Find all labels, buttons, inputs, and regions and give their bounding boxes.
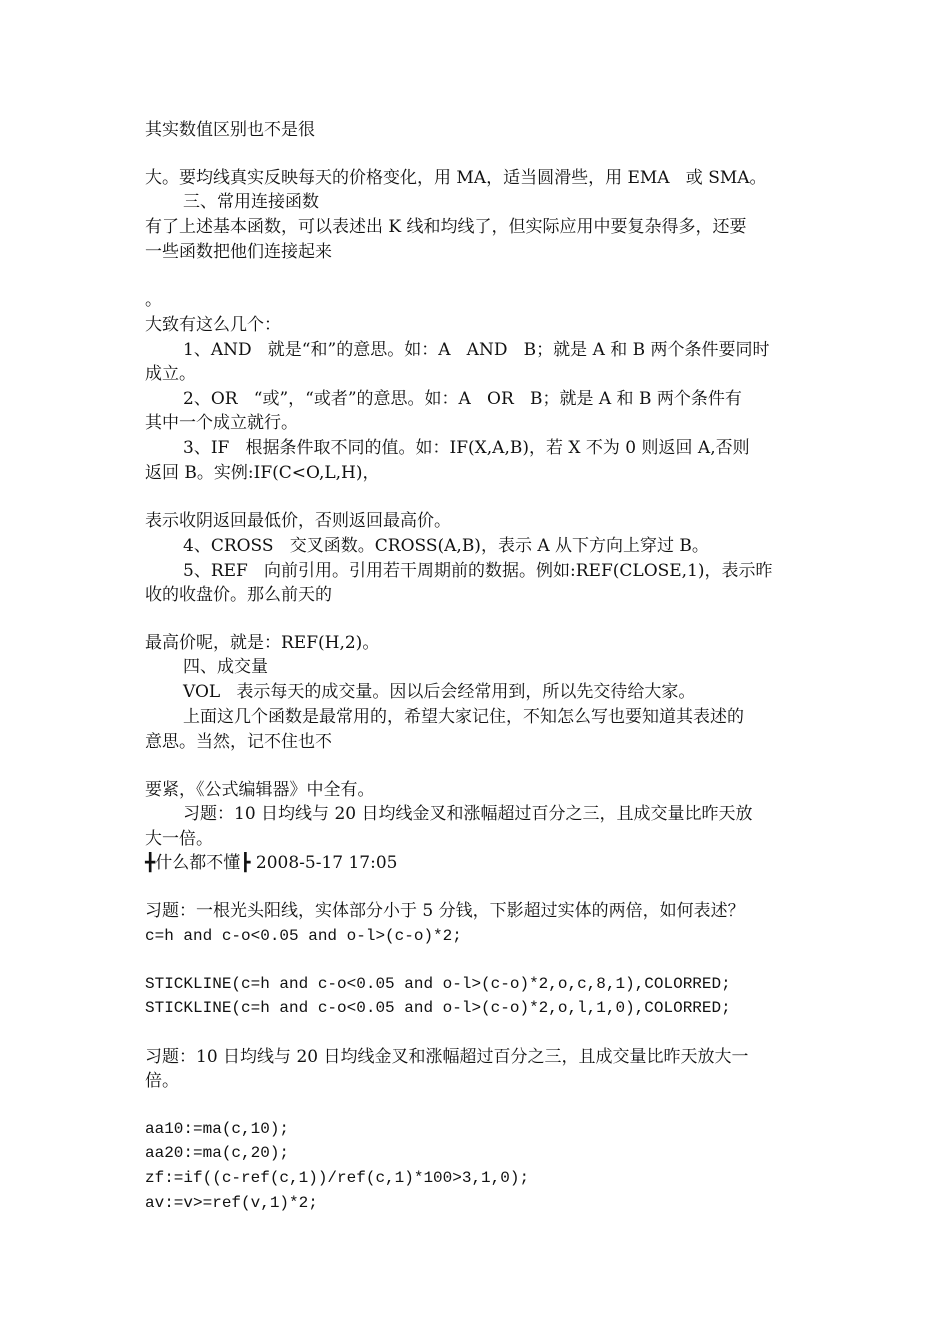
text-line: 大致有这么几个： bbox=[145, 315, 281, 335]
list-item: 2、OR “或”，“或者”的意思。如：A OR B；就是 A 和 B 两个条件有 bbox=[183, 389, 742, 409]
code-line: STICKLINE(c=h and c-o<0.05 and o-l>(c-o)*2,o,c,8,1),COLORRED; bbox=[145, 975, 731, 993]
text-line: 意思。当然，记不住也不 bbox=[145, 732, 332, 752]
text-line: 表示收阴返回最低价，否则返回最高价。 bbox=[145, 511, 451, 531]
code-line: c=h and c-o<0.05 and o-l>(c-o)*2; bbox=[145, 927, 462, 945]
text-line: 成立。 bbox=[145, 364, 196, 384]
text-line: 其中一个成立就行。 bbox=[145, 413, 298, 433]
text-line: 有了上述基本函数，可以表述出 K 线和均线了，但实际应用中要复杂得多，还要 bbox=[145, 217, 747, 237]
exercise-text: 习题：10 日均线与 20 日均线金叉和涨幅超过百分之三，且成交量比昨天放大一 bbox=[145, 1047, 749, 1067]
list-item: 4、CROSS 交叉函数。CROSS(A,B)，表示 A 从下方向上穿过 B。 bbox=[183, 536, 709, 556]
exercise-text: 习题：一根光头阳线，实体部分小于 5 分钱，下影超过实体的两倍，如何表述？ bbox=[145, 901, 745, 921]
list-item: 1、AND 就是“和”的意思。如：A AND B；就是 A 和 B 两个条件要同时 bbox=[183, 340, 770, 360]
text-line: 。 bbox=[145, 290, 162, 310]
code-line: aa10:=ma(c,10); bbox=[145, 1120, 290, 1138]
text-line: 大。要均线真实反映每天的价格变化，用 MA，适当圆滑些，用 EMA 或 SMA。 bbox=[145, 168, 767, 188]
text-line: 收的收盘价。那么前天的 bbox=[145, 585, 332, 605]
section-heading: 四、成交量 bbox=[183, 657, 268, 677]
text-line: 最高价呢，就是：REF(H,2)。 bbox=[145, 633, 380, 653]
text-line: 上面这几个函数是最常用的，希望大家记住，不知怎么写也要知道其表述的 bbox=[183, 707, 744, 727]
list-item: 3、IF 根据条件取不同的值。如：IF(X,A,B)，若 X 不为 0 则返回 A,否则 bbox=[183, 438, 750, 458]
list-item: 5、REF 向前引用。引用若干周期前的数据。例如:REF(CLOSE,1)，表示昨 bbox=[183, 561, 773, 581]
text-line: 倍。 bbox=[145, 1071, 179, 1091]
text-line: 一些函数把他们连接起来 bbox=[145, 242, 332, 262]
text-line: 其实数值区别也不是很 bbox=[145, 120, 315, 140]
exercise-text: 习题：10 日均线与 20 日均线金叉和涨幅超过百分之三，且成交量比昨天放 bbox=[183, 804, 753, 824]
text-line: 返回 B。实例:IF(C<O,L,H)， bbox=[145, 463, 380, 483]
post-author-line: ╋什么都不懂┣ 2008-5-17 17:05 bbox=[145, 853, 398, 873]
code-line: av:=v>=ref(v,1)*2; bbox=[145, 1194, 318, 1212]
code-line: zf:=if((c-ref(c,1))/ref(c,1)*100>3,1,0); bbox=[145, 1169, 530, 1187]
text-line: VOL 表示每天的成交量。因以后会经常用到，所以先交待给大家。 bbox=[183, 682, 696, 702]
code-line: aa20:=ma(c,20); bbox=[145, 1144, 290, 1162]
section-heading: 三、常用连接函数 bbox=[183, 192, 319, 212]
text-line: 大一倍。 bbox=[145, 829, 213, 849]
code-line: STICKLINE(c=h and c-o<0.05 and o-l>(c-o)*2,o,l,1,0),COLORRED; bbox=[145, 999, 731, 1017]
text-line: 要紧，《公式编辑器》中全有。 bbox=[145, 780, 375, 800]
